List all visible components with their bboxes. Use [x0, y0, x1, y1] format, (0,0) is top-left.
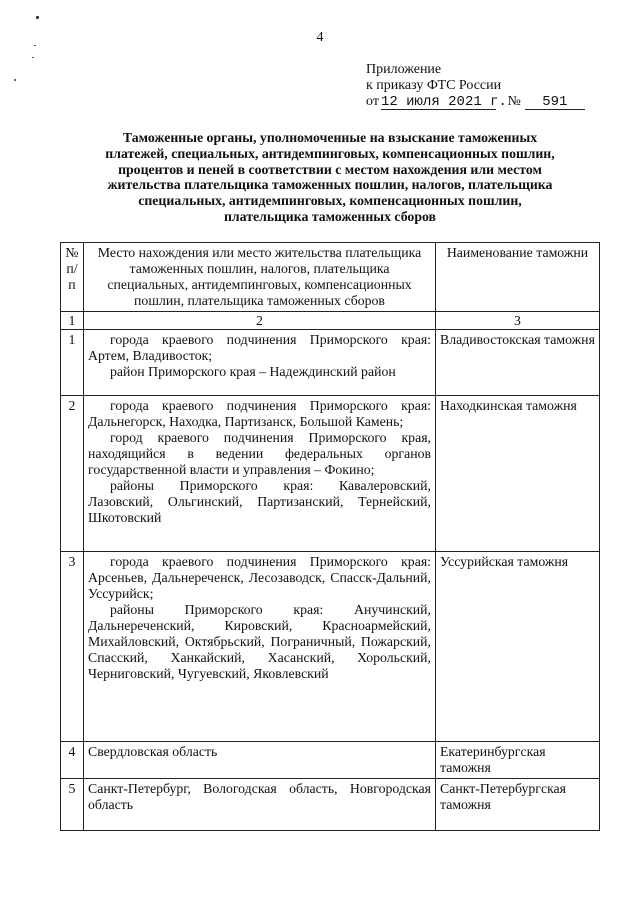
customs-table	[60, 242, 600, 831]
row-customs: Санкт-Петербургская таможня	[436, 779, 600, 831]
place-paragraph: Санкт-Петербург, Вологодская область, Новгородская область	[88, 781, 431, 812]
place-paragraph: район Приморского края – Надеждинский район	[110, 364, 396, 379]
place-paragraph: районы Приморского края: Кавалеровский, Лазовский, Ольгинский, Партизанский, Тернейский, Шкотовский	[88, 478, 431, 525]
number-label: №	[507, 94, 521, 109]
column-number-row	[61, 312, 600, 330]
row-number: 3	[61, 552, 84, 742]
row-customs: Уссурийская таможня	[436, 552, 600, 742]
row-number: 2	[61, 396, 84, 552]
place-paragraph: города краевого подчинения Приморского края: Артем, Владивосток;	[88, 332, 431, 363]
row-place	[84, 330, 436, 396]
row-place	[84, 396, 436, 552]
table-row	[61, 396, 600, 552]
row-place	[84, 552, 436, 742]
row-customs: Находкинская таможня	[436, 396, 600, 552]
row-number: 5	[61, 779, 84, 831]
table-row	[61, 330, 600, 396]
title-line: плательщика таможенных сборов	[223, 208, 437, 224]
title-line: жительства плательщика таможенных пошлин, налогов, плательщика	[107, 177, 553, 193]
row-place	[84, 742, 436, 779]
table-row	[61, 552, 600, 742]
title-line: специальных, антидемпинговых, компенсационных пошлин,	[138, 193, 522, 209]
table-row	[61, 742, 600, 779]
title-line: платежей, специальных, антидемпинговых, компенсационных пошлин,	[105, 145, 555, 161]
appendix-title: Приложение	[366, 62, 442, 77]
table-row	[61, 779, 600, 831]
from-label: от	[366, 94, 379, 109]
place-paragraph: города краевого подчинения Приморского края: Дальнегорск, Находка, Партизанск, Большой Камень;	[88, 398, 431, 429]
row-place	[84, 779, 436, 831]
header-row	[61, 243, 600, 312]
place-paragraph: Свердловская область	[88, 744, 218, 759]
place-paragraph: города краевого подчинения Приморского края: Арсеньев, Дальнереченск, Лесозаводск, Спасск-Дальний, Уссурийск;	[88, 554, 431, 601]
order-date: 12 июля 2021 г.	[380, 94, 507, 110]
place-paragraph: город краевого подчинения Приморского края, находящийся в ведении федеральных органов государственной власти и управления – Фокино;	[88, 430, 431, 477]
title-line: процентов и пеней в соответствии с местом нахождения или местом	[118, 161, 542, 177]
scan-speck	[14, 79, 16, 81]
page-number: 4	[316, 30, 324, 45]
header-place: Место нахождения или место жительства плательщика таможенных пошлин, налогов, плательщика специальных, антидемпинговых, компенсационных пошлин, плательщика таможенных сборов	[84, 243, 436, 312]
title-line: Таможенные органы, уполномоченные на взыскание таможенных	[122, 130, 538, 145]
row-customs: Владивостокская таможня	[436, 330, 600, 396]
scan-speck	[32, 57, 34, 58]
column-number: 1	[61, 312, 84, 330]
scan-speck	[36, 16, 39, 19]
row-number: 4	[61, 742, 84, 779]
column-number: 3	[436, 312, 600, 330]
place-paragraph: районы Приморского края: Анучинский, Дальнереченский, Кировский, Красноармейский, Михайловский, Октябрьский, Пограничный, Пожарский, Спасский, Ханкайский, Хасанский, Хорольский, Черниговский, Чугуевский, Яковлевский	[88, 602, 431, 681]
row-customs: Екатеринбургская таможня	[436, 742, 600, 779]
order-number: 591	[525, 95, 585, 110]
header-num: № п/п	[61, 243, 84, 312]
document-title	[60, 130, 600, 225]
appendix-block	[366, 62, 585, 110]
column-number: 2	[84, 312, 436, 330]
row-number: 1	[61, 330, 84, 396]
appendix-order: к приказу ФТС России	[366, 78, 502, 93]
header-customs: Наименование таможни	[436, 243, 600, 312]
appendix-date-line	[366, 94, 585, 110]
